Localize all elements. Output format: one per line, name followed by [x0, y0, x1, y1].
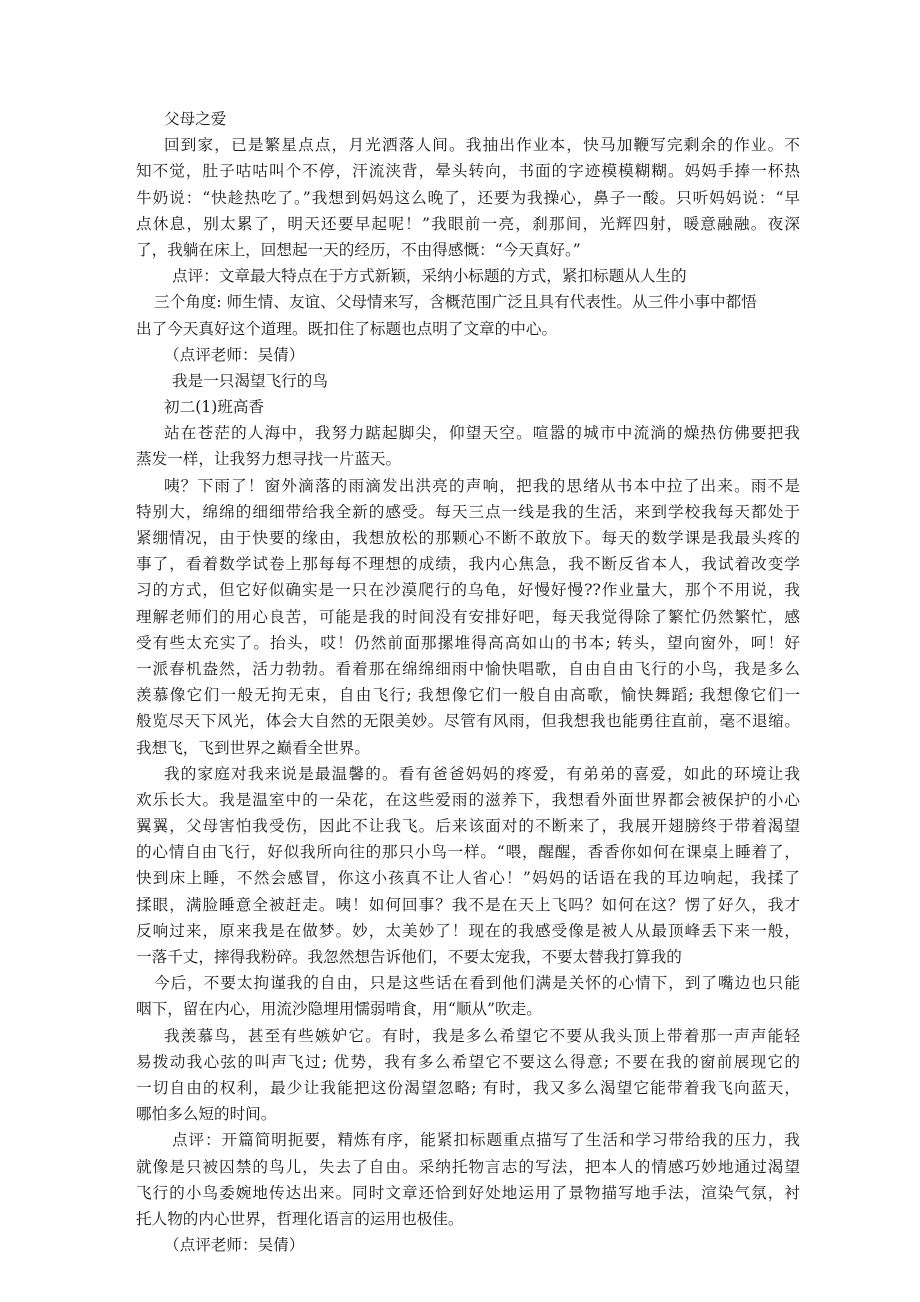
text-line: 一落千丈，摔得我粉碎。我忽然想告诉他们，不要太宠我，不要太替我打算我的 [136, 948, 682, 966]
text-line: 事了，看着数学试卷上那每每不理想的成绩，我内心焦急，我不断反省本人，我试着改变学 [136, 555, 800, 574]
author-line: 初二(1)班高香 [164, 398, 265, 417]
text-line: 点评：开篇简明扼要，精炼有序，能紧扣标题重点描写了生活和学习带给我的压力，我 [172, 1131, 800, 1150]
text-line: 理解老师们的用心良苦，可能是我的时间没有安排好吧，每天我觉得除了繁忙仍然繁忙，感 [136, 607, 800, 626]
paragraph-5 [136, 970, 800, 1022]
text-line: 快到床上睡，不然会感冒，你这小孩真不让人省心！”妈妈的话语在我的耳边响起，我揉了 [136, 869, 800, 888]
text-line: 回到家，已是繁星点点，月光洒落人间。我抽出作业本，快马加鞭写完剩余的作业。不 [164, 136, 800, 155]
text-line: 的心情自由飞行，好似我所向往的那只小鸟一样。“喂，醒醒，香香你如何在课桌上睡着了， [136, 843, 800, 862]
text-line: 我的家庭对我来说是最温馨的。看有爸爸妈妈的疼爱，有弟弟的喜爱，如此的环境让我 [164, 764, 800, 783]
comment-1 [136, 263, 800, 342]
paragraph-1 [136, 132, 800, 263]
text-line: 习的方式，但它好似确实是一只在沙漠爬行的乌龟，好慢好慢??作业量大，那个不用说，我 [136, 581, 800, 600]
text-line: 就像是只被囚禁的鸟儿，失去了自由。采纳托物言志的写法，把本人的情感巧妙地通过渴望 [136, 1157, 800, 1176]
text-line: 牛奶说：“快趁热吃了。”我想到妈妈这么晚了，还要为我操心，鼻子一酸。只听妈妈说：“早 [136, 188, 800, 207]
text-line: 易拨动我心弦的叫声飞过; 优势，我有多么希望它不要这么得意; 不要在我的窗前展现它的 [136, 1052, 800, 1071]
text-line: 咽下，留在内心，用流沙隐埋用懦弱啃食，用“顺从”吹走。 [136, 1000, 542, 1019]
text-line: 我羡慕鸟，甚至有些嫉妒它。有时，我是多么希望它不要从我头顶上带着那一声声能轻 [164, 1026, 800, 1045]
text-line: 托人物的内心世界，哲理化语言的运用也极佳。 [136, 1209, 464, 1228]
text-line: 出了今天真好这个道理。既扣住了标题也点明了文章的中心。 [136, 319, 558, 338]
teacher-credit-1: （点评老师：吴倩） [164, 345, 305, 364]
text-line: 一切自由的权利，最少让我能把这份渴望忽略; 有时，我又多么渴望它能带着我飞向蓝天， [136, 1078, 800, 1097]
essay-title-1: 父母之爱 [164, 110, 227, 128]
paragraph-4 [136, 761, 800, 971]
text-line: 般览尽天下风光，体会大自然的无限美妙。尽管有风雨，但我想我也能勇往直前，毫不退缩。 [136, 712, 800, 731]
text-line: 欢乐长大。我是温室中的一朵花，在这些爱雨的滋养下，我想看外面世界都会被保护的小心 [136, 790, 800, 809]
text-line: 站在苍茫的人海中，我努力踮起脚尖，仰望天空。喧嚣的城市中流淌的燥热仿佛要把我 [164, 424, 800, 443]
paragraph-3 [136, 473, 800, 761]
text-line: 知不觉，肚子咕咕叫个不停，汗流浃背，晕头转向，书面的字迹模模糊糊。妈妈手捧一杯热 [136, 162, 800, 181]
text-line: 蒸发一样，让我努力想寻找一片蓝天。 [136, 450, 402, 469]
text-line: 特别大，绵绵的细细带给我全新的感受。每天三点一线是我的生活，来到学校我每天都处于 [136, 502, 800, 521]
essay-title-2: 我是一只渴望飞行的鸟 [172, 371, 328, 390]
text-line: 点休息，别太累了，明天还要早起呢！”我眼前一亮，刹那间，光辉四射，暖意融融。夜深 [136, 214, 800, 233]
teacher-credit-2: （点评老师：吴倩） [164, 1236, 305, 1255]
text-line: 飞行的小鸟委婉地传达出来。同时文章还恰到好处地运用了景物描写地手法，渲染气氛，衬 [136, 1183, 800, 1202]
text-line: 今后，不要太拘谨我的自由，只是这些话在看到他们满是关怀的心情下，到了嘴边也只能 [154, 974, 800, 993]
text-line: 我想飞，飞到世界之巅看全世界。 [136, 738, 370, 757]
text-line: 咦？下雨了！窗外滴落的雨滴发出洪亮的声响，把我的思绪从书本中拉了出来。雨不是 [164, 476, 800, 495]
text-line: 羡慕像它们一般无拘无束，自由飞行; 我想像它们一般自由高歌，愉快舞蹈; 我想像它们一 [136, 686, 800, 705]
text-line: 紧绷情况，由于快要的缘由，我想放松的那颗心不断不敢放下。每天的数学课是我最头疼的 [136, 529, 800, 547]
text-line: 三个角度: 师生情、友谊、父母情来写，含概范围广泛且具有代表性。从三件小事中都悟 [154, 293, 757, 312]
paragraph-6 [136, 1023, 800, 1128]
document-page [136, 106, 800, 1258]
text-line: 哪怕多么短的时间。 [136, 1105, 277, 1124]
text-line: 点评：文章最大特点在于方式新颖，采纳小标题的方式，紧扣标题从人生的 [172, 267, 687, 286]
paragraph-2 [136, 420, 800, 472]
text-line: 揉眼，满脸睡意全被赶走。咦！如何回事？我不是在天上飞吗？如何在这？愣了好久，我才 [136, 895, 800, 914]
text-line: 翼翼，父母害怕我受伤，因此不让我飞。后来该面对的不断来了，我展开翅膀终于带着渴望 [136, 817, 800, 836]
comment-2 [136, 1127, 800, 1232]
text-line: 反响过来，原来我是在做梦。妙，太美妙了！现在的我感受像是被人从最顶峰丢下来一般， [136, 921, 800, 940]
text-line: 受有些太充实了。抬头，哎！仍然前面那摞堆得高高如山的书本; 转头，望向窗外，呵！好 [136, 633, 800, 652]
text-line: 一派春机盎然，活力勃勃。看着那在绵绵细雨中愉快唱歌，自由自由飞行的小鸟，我是多么 [136, 659, 800, 678]
text-line: 了，我躺在床上，回想起一天的经历，不由得感慨：“今天真好。” [136, 240, 581, 259]
